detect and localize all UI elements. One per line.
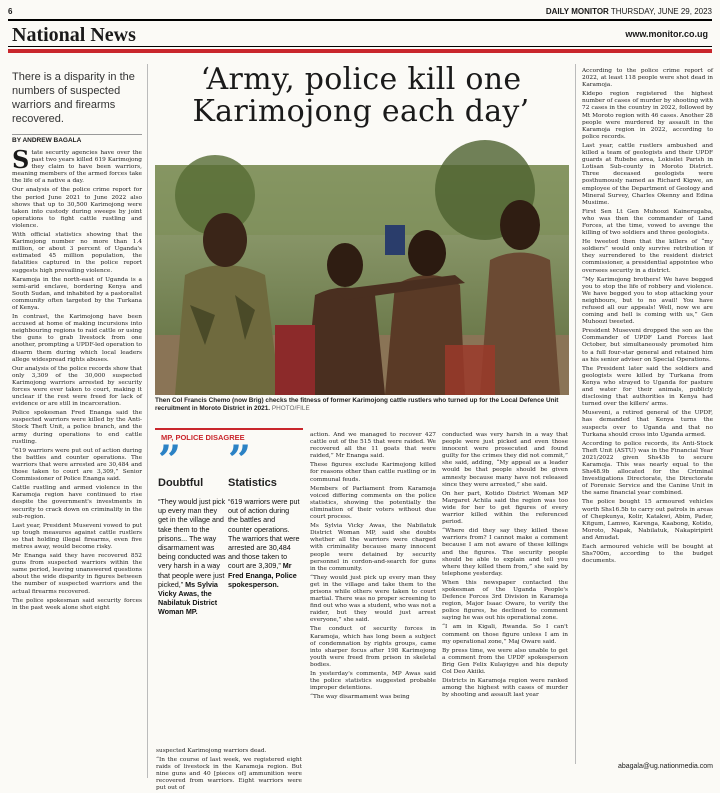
body-paragraph: Police spokesman Fred Enanga said the suspected warriors were killed by the Anti-Stock Theft Unit, a police branch, and the army during operations to end cattle rustling. bbox=[12, 410, 142, 445]
body-paragraph: “They would just pick up every man they get in the village and take them to the prisons while others were taken to court martial. There was no proper screening to find out who was a student, who was not a raider, but they would just arrest everyone,” she said. bbox=[310, 574, 436, 624]
body-paragraph: On her part, Kotido District Woman MP Margaret Achila said the region was too wide for her to get figures of every warrior killed within the referenced period. bbox=[442, 490, 568, 526]
body-paragraph: Ms Sylvia Vicky Awas, the Nabilatuk District Woman MP, said she doubts whether all the warriors were charged with criminality because many innocent people were detained by security personnel in cordon-and-search for guns in the community. bbox=[310, 523, 436, 572]
body-paragraph: With official statistics showing that the Karimojong number no more than 1.4 million, or about 3 percent of Uganda's estimated 45 million population, the fatalities captured in the police report suggests high prevailing violence. bbox=[12, 232, 142, 274]
quote-body: “They would just pick up every man they get in the village and take them to the prisons... The way disarmament was being conducted was very harsh in a way that people were just picked,” bbox=[158, 497, 226, 589]
body-paragraph: The police bought 15 armoured vehicles worth Shs16.5b to carry out patrols in areas of Chepkunya, Kolir, Katakwi, Abim, Pader, Kitgum, Lamwo, Karenga, Kaabong, Kotido, Moroto, Napak, Nabilatuk, Nakapiripirit and Amudat. bbox=[582, 499, 713, 541]
body-column-5 bbox=[582, 68, 713, 760]
body-paragraph: In yesterday's comments, MP Awas said the police statistics suggested probable improper detentions. bbox=[310, 671, 436, 692]
body-column-2-foot bbox=[156, 748, 302, 792]
paper-name: DAILY MONITOR bbox=[545, 7, 609, 16]
quote-body: “619 warriors were put out of action during the battles and counter operations. The warriors that were arrested are 30,484 and those taken to court are 3,309,” bbox=[228, 497, 300, 571]
body-paragraph: The conduct of security forces in Karamoja, which has long been a subject of condemnation by rights groups, came into sharper focus after 198 Karimojong youth were freed from prison in skeletal bodies. bbox=[310, 626, 436, 668]
website: www.monitor.co.ug bbox=[625, 29, 708, 39]
body-column-1 bbox=[12, 145, 142, 778]
body-paragraph: He tweeted then that the killers of “my soldiers” would only survive retribution if they surrendered to the resident district commissioner, a presidential appointee who oversees security in a district. bbox=[582, 239, 713, 274]
body-paragraph: “Where did they say they killed these warriors from? I cannot make a comment because I am not aware of these killings and the figures. The security people should be able to explain and tell you where they killed them from,” she said by telephone yesterday. bbox=[442, 528, 568, 577]
body-paragraph: Last year, President Museveni vowed to put up tough measures against cattle rustlers so that holding illegal firearms, even five metres away, would become risky. bbox=[12, 522, 142, 550]
body-paragraph: Members of Parliament from Karamoja voiced differing comments on the police statistics, showing the potentially the elimination of their voters without due court process. bbox=[310, 485, 436, 521]
body-paragraph: These figures exclude Karimojong killed for reasons other than cattle rustling or in communal feuds. bbox=[310, 462, 436, 483]
photo-illustration bbox=[155, 165, 569, 395]
quote-left bbox=[158, 437, 228, 685]
issue-date: THURSDAY, JUNE 29, 2023 bbox=[610, 7, 712, 16]
body-paragraph: conducted was very harsh in a way that people were just picked and even those innocent were prosecuted and found guilty for the crimes they did not commit,” she said, adding, “My appeal as a leader would be that people should be given amnesty because many have not released since they were arrested,” she said. bbox=[442, 432, 568, 488]
quote-box-title: MP, POLICE DISAGREE bbox=[161, 433, 245, 442]
quote-label-doubtful: Doubtful bbox=[158, 477, 204, 489]
quote-right bbox=[228, 437, 300, 685]
body-paragraph: Our analysis of the police records show that only 3,309 of the 30,000 suspected Karimojong warriors arrested by security forces were ever taken to court, making it unclear if the rest were freed for lack of evidence or are still in incarceration. bbox=[12, 365, 142, 408]
body-paragraph: Museveni, a retired general of the UPDF, has demanded that Kenya turns the suspects over to Uganda and that no Turkana should cross into Uganda armed. bbox=[582, 410, 713, 438]
body-paragraph: Cattle rustling and armed violence in the Karamoja region have continued to rise despite the government's investments in security to crack down on criminality in the sub-region. bbox=[12, 485, 142, 520]
body-column-4 bbox=[442, 432, 568, 778]
headline-line-2: Karimojong each day’ bbox=[192, 94, 530, 129]
drop-cap: S bbox=[12, 145, 30, 174]
body-paragraph: “The way disarmament was being bbox=[310, 694, 410, 701]
quote-attribution: Ms Sylvia Vicky Awas, the Nabilatuk District Woman MP. bbox=[158, 579, 218, 617]
article-deck: There is a disparity in the numbers of suspected warriors and firearms recovered. bbox=[12, 71, 135, 125]
author-email[interactable]: abagala@ug.nationmedia.com bbox=[617, 763, 713, 770]
article-photo bbox=[155, 165, 569, 395]
quote-text bbox=[228, 497, 300, 589]
quote-attribution: Mr Fred Enanga, Police spokesperson. bbox=[228, 561, 297, 589]
body-paragraph: President Museveni dropped the son as the Commander of UPDF Land Forces last October, but simultaneously promoted him to a full four-star general and retained him as his senior adviser on Special Operations. bbox=[582, 328, 713, 363]
body-paragraph: Karamoja in the north-east of Uganda is a semi-arid enclave, bordering Kenya and South Sudan, and inhabited by a pastoralist community often targeted by the Turkana of Kenya. bbox=[12, 276, 142, 311]
page-number: 6 bbox=[8, 7, 13, 16]
body-paragraph: “619 warriors were put out of action during the battles and counter operations. The warriors that were arrested are 30,484 and those taken to court are 3,309,” Senior Commissioner of Police Enanga said. bbox=[12, 447, 142, 483]
body-paragraph: “My Karimojong brothers! We have begged you to stop the life of robbery and violence. We have begged you to stop attacking your neighbours, but to no avail! You have refused all our appeals! Well, now we are coming and hell is coming with us,” Gen Muhoozi tweeted. bbox=[582, 276, 713, 326]
body-paragraph: According to police records, its Anti-Stock Theft Unit (ASTU) was in the Financial Year 2021/2022 given Shs43b to secure Karamoja. This was nearly equal to the Shs48.9b allocated for the Criminal Investigations Directorate, the Directorate of Forensic Service and the Canine Unit in the same financial year combined. bbox=[582, 440, 713, 497]
paper-date bbox=[546, 7, 712, 16]
column-divider bbox=[147, 64, 148, 778]
body-paragraph: “I am in Kigali, Rwanda. So I can't comment on those figure unless I am in my operational zone,” Maj Oware said. bbox=[442, 624, 568, 645]
body-paragraph: The President later said the soldiers and geologists were killed by Turkana from Kenya who strayed to Uganda for pasture and water for their animals, publicly disclosing that authorities in Kenya had turned over the killers' arms. bbox=[582, 365, 713, 408]
body-paragraph: Last year, cattle rustlers ambushed and killed a team of geologists and their UPDF guards at Rubebe area, Lokisilei Parish in Lotisan Sub-county in Moroto District. Three deceased geologists were posthumously named as Richard Kigwe, an employee of the Department of Geology and Mineral Survey, Charles Okenny and Edina Musiime. bbox=[582, 142, 713, 206]
quote-label-statistics: Statistics bbox=[228, 477, 277, 489]
body-column-3 bbox=[310, 432, 436, 778]
body-paragraph: Mr Enanga said they have recovered 852 guns from suspected warriors within the same period, leaving unanswered questions about the wide disparity in figures between the number of suspected warriors and the actual firearms recovered. bbox=[12, 553, 142, 595]
body-paragraph: When this newspaper contacted the spokesman of the Uganda People's Defence Forces 3rd Division in Karamoja region, Major Isaac Oware, to verify the police figures, he declined to comment saying he was out his operational zone. bbox=[442, 579, 568, 622]
body-paragraph: By press time, we were also unable to get a comment from the UPDF spokesperson Brig Gen Felix Kulayigye and his deputy Col Deo Akiiki. bbox=[442, 647, 568, 675]
page-header bbox=[8, 5, 712, 19]
quote-mark-icon: ” bbox=[228, 437, 252, 484]
body-paragraph: According to the police crime report of 2022, at least 118 people were shot dead in Karamoja. bbox=[582, 68, 713, 89]
section-bar bbox=[8, 19, 712, 47]
quote-mark-icon: ” bbox=[158, 437, 182, 484]
byline: BY ANDREW BAGALA bbox=[12, 134, 142, 144]
photo-credit: PHOTO/FILE bbox=[271, 405, 310, 412]
headline bbox=[150, 64, 572, 128]
section-rule bbox=[8, 49, 712, 53]
body-paragraph: Our analysis of the police crime report for the period June 2021 to June 2022 also shows that up to 30,500 Karimojong were taken into custody during sweeps by joint operations to fight cattle rustling and violence. bbox=[12, 187, 142, 229]
body-paragraph: In contrast, the Karimojong have been accused at home of making incursions into neighbouring regions to raid cattle or using the guns to grab livestock from one another, prompting a UPDF-led operation to disarm them during which local leaders allege widespread rights abuses. bbox=[12, 314, 142, 363]
quote-text bbox=[158, 497, 228, 617]
photo-caption bbox=[155, 397, 569, 413]
body-paragraph: State security agencies have over the past two years killed 619 Karimojong they claim to have been warriors, meaning members of the armed forces take the life of a native a day. bbox=[12, 145, 142, 185]
column-divider bbox=[575, 64, 576, 764]
body-paragraph: action. And we managed to recover 427 cattle out of the 515 that were raided. We recovered all the 11 goats that were raided,” Mr Enanga said. bbox=[310, 432, 436, 460]
body-paragraph: Kidepo region registered the highest number of cases of murder by shooting with 72 cases in the country in 2022, followed by Mt Moroto region with 46 cases. Another 28 people were murdered by assault in the Karamoja region in 2022, according to police records. bbox=[582, 91, 713, 140]
body-paragraph: First Sen Lt Gen Muhoozi Kainerugaba, who was then the commander of Land Forces, at the time, vowed to avenge the killing of two soldiers and three geologists. bbox=[582, 208, 713, 237]
caption-text: Then Col Francis Chemo (now Brig) checks the fitness of former Karimojong cattle rustlers who turned up for the Local Defence Unit recruitment in Moroto District in 2021. bbox=[155, 397, 559, 412]
body-paragraph: “In the course of last week, we registered eight raids of livestock in the Karamoja region. But nine guns and 40 [pieces of] ammunition were recovered from warriors. Eight warriors were put out of bbox=[156, 757, 302, 792]
body-paragraph: The police spokesman said security forces in the past week alone shot eight bbox=[12, 597, 142, 611]
section-title: National News bbox=[12, 24, 136, 46]
headline-line-1: ‘Army, police kill one bbox=[200, 62, 522, 97]
body-paragraph: suspected Karimojong warriors dead. bbox=[156, 748, 267, 754]
body-paragraph: Districts in Karamoja region were ranked among the highest with cases of murder by shooting and assault last year bbox=[442, 678, 568, 699]
body-paragraph: Each armoured vehicle will be bought at Shs700m, according to the budget documents. bbox=[582, 544, 713, 565]
